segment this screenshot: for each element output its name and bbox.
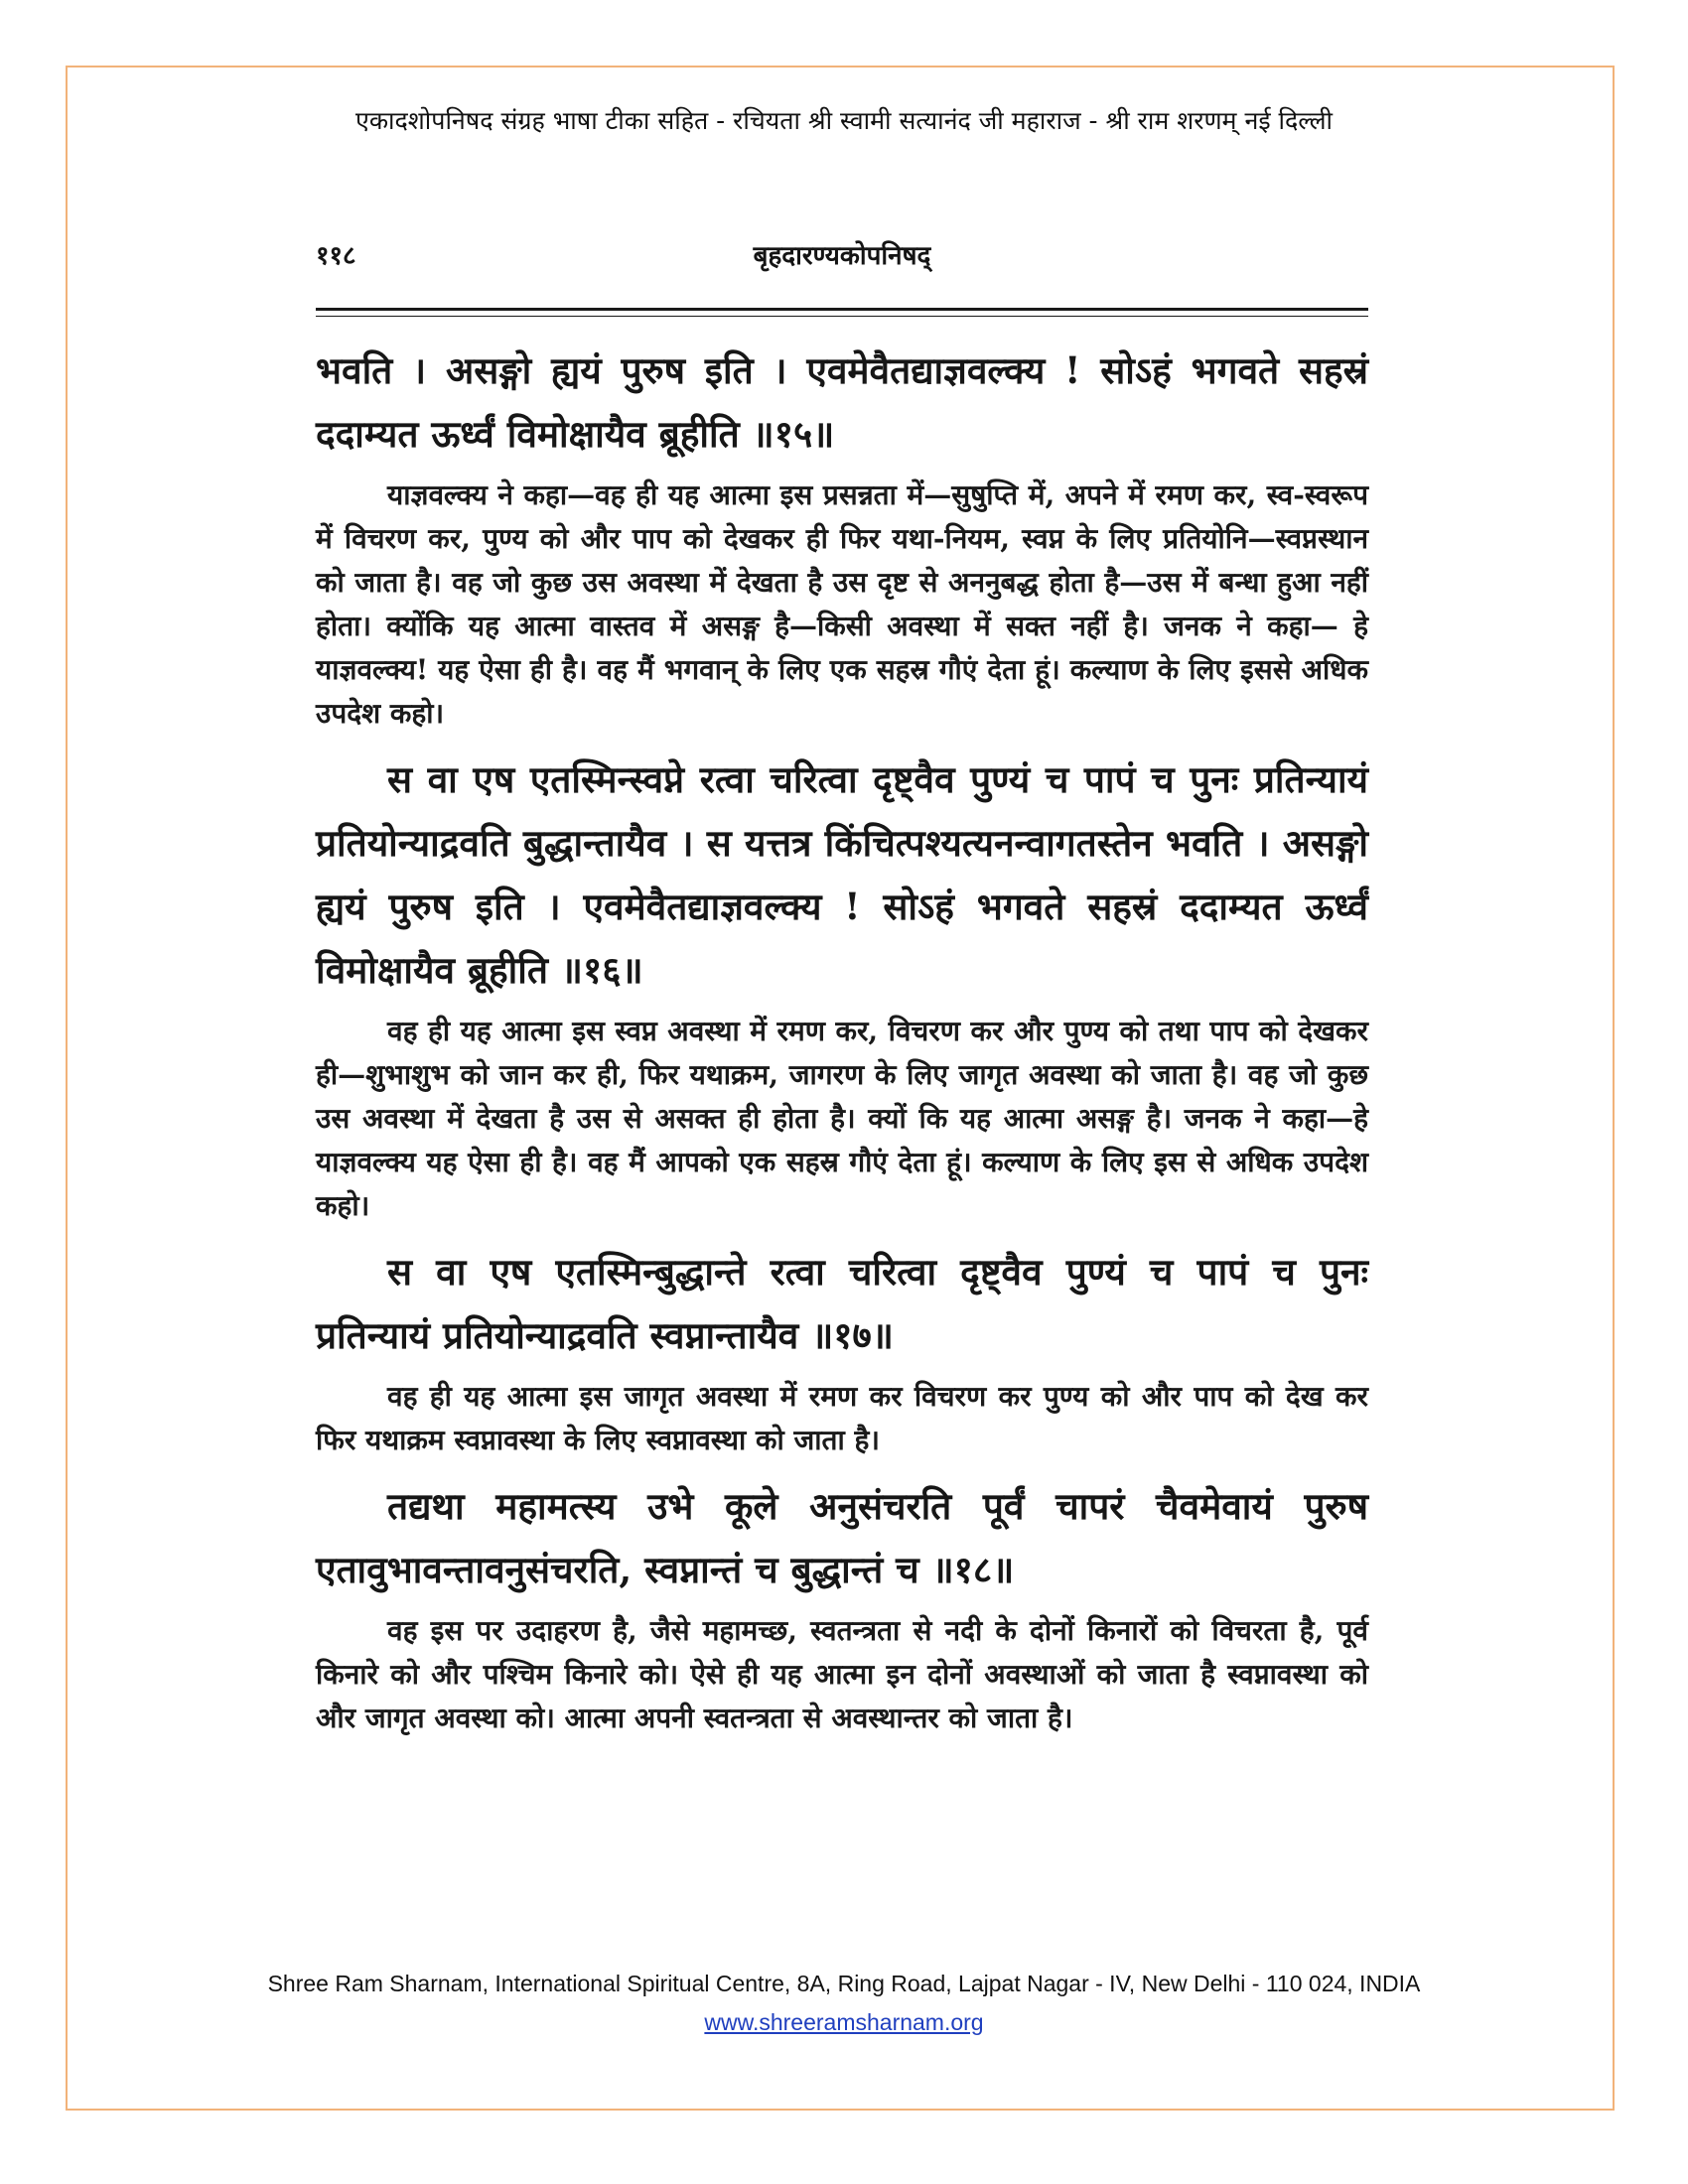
commentary-18: वह इस पर उदाहरण है, जैसे महामच्छ, स्वतन्त्रता से नदी के दोनों किनारों को विचरता है, पूर्व किनारे को और पश्चिम किनारे को। ऐसे ही यह आत्मा इन दोनों अवस्थाओं को जाता है स्वप्नावस्था को और जागृत अवस्था को। आत्मा अपनी स्वतन्त्रता से अवस्थान्तर को जाता है। [316,1614,1368,1734]
website-link[interactable]: www.shreeramsharnam.org [704,2009,984,2035]
page-number: ११८ [316,241,356,271]
scanned-page [316,236,1368,1944]
header-rule [316,308,1368,311]
commentary-15: याज्ञवल्क्य ने कहा—वह ही यह आत्मा इस प्रसन्नता में—सुषुप्ति में, अपने में रमण कर, स्व-स्वरूप में विचरण कर, पुण्य को और पाप को देखकर ही फिर यथा-नियम, स्वप्न के लिए प्रतियोनि—स्वप्नस्थान को जाता है। वह जो कुछ उस अवस्था में देखता है उस दृष्ट से अननुबद्ध होता है—उस में बन्धा हुआ नहीं होता। क्योंकि यह आत्मा वास्तव में असङ्ग है—किसी अवस्था में सक्त नहीं है। जनक ने कहा— हे याज्ञवल्क्य! यह ऐसा ही है। वह मैं भगवान् के लिए एक सहस्र गौएं देता हूं। कल्याण के लिए इससे अधिक उपदेश कहो। [316,478,1368,730]
header-rule-thin [316,316,1368,317]
document-header: एकादशोपनिषद संग्रह भाषा टीका सहित - रचियता श्री स्वामी सत्यानंद जी महाराज - श्री राम शरणम् नई दिल्ली [355,106,1333,135]
verse-15: भवति । असङ्गो ह्ययं पुरुष इति । एवमेवैतद्याज्ञवल्क्य ! सोऽहं भगवते सहस्रं ददाम्यत ऊर्ध्वं विमोक्षायैव ब्रूहीति ॥१५॥ [316,348,1368,456]
footer-address: Shree Ram Sharnam, International Spiritual Centre, 8A, Ring Road, Lajpat Nagar - IV, New Delhi - 110 024, INDIA [267,1971,1421,1996]
running-title: बृहदारण्यकोपनिषद् [753,241,931,271]
verse-17: स वा एष एतस्मिन्बुद्धान्ते रत्वा चरित्वा दृष्ट्वैव पुण्यं च पापं च पुनः प्रतिन्यायं प्रतियोन्याद्रवति स्वप्नान्तायैव ॥१७॥ [316,1250,1368,1357]
commentary-17: वह ही यह आत्मा इस जागृत अवस्था में रमण कर विचरण कर पुण्य को और पाप को देख कर फिर यथाक्रम स्वप्नावस्था के लिए स्वप्नावस्था को जाता है। [316,1380,1368,1456]
page-heading [316,236,1368,286]
verse-18: तद्यथा महामत्स्य उभे कूले अनुसंचरति पूर्वं चापरं चैवमेवायं पुरुष एतावुभावन्तावनुसंचरति, स्वप्नान्तं च बुद्धान्तं च ॥१८॥ [316,1484,1368,1591]
commentary-16: वह ही यह आत्मा इस स्वप्न अवस्था में रमण कर, विचरण कर और पुण्य को तथा पाप को देखकर ही—शुभाशुभ को जान कर ही, फिर यथाक्रम, जागरण के लिए जागृत अवस्था को जाता है। वह जो कुछ उस अवस्था में देखता है उस से असक्त ही होता है। क्यों कि यह आत्मा असङ्ग है। जनक ने कहा—हे याज्ञवल्क्य यह ऐसा ही है। वह मैं आपको एक सहस्र गौएं देता हूं। कल्याण के लिए इस से अधिक उपदेश कहो। [316,1015,1368,1222]
verse-16: स वा एष एतस्मिन्स्वप्ने रत्वा चरित्वा दृष्ट्वैव पुण्यं च पापं च पुनः प्रतिन्यायं प्रतियोन्याद्रवति बुद्धान्तायैव । स यत्तत्र किंचित्पश्यत्यनन्वागतस्तेन भवति । असङ्गो ह्ययं पुरुष इति । एवमेवैतद्याज्ञवल्क्य ! सोऽहं भगवते सहस्रं ददाम्यत ऊर्ध्वं विमोक्षायैव ब्रूहीति ॥१६॥ [316,757,1368,992]
